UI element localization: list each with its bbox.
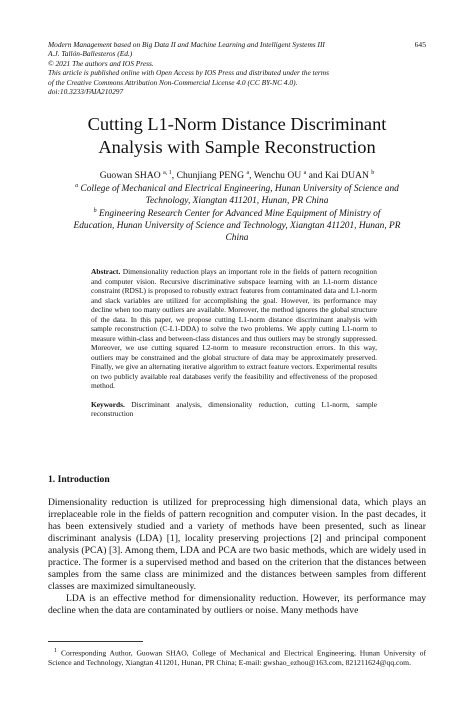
body-paragraph: LDA is an effective method for dimensionality reduction. However, its performance may decline when the data are contaminated by outliers or noise. Many methods have — [48, 593, 426, 616]
paper-title — [40, 113, 434, 159]
affiliation-mark: b — [93, 207, 97, 214]
author-list — [40, 170, 434, 182]
author-name: , Chunjiang PENG — [171, 170, 245, 181]
abstract-text: Dimensionality reduction plays an important role in the fields of pattern recognition and computer vision. Recursive discriminative subspace learning with an L1-norm distance constraint (RDSL) is proposed to robustly extract features from contaminated data and L1-norm and slack variables are utilized for accomplishing the goal. However, its performance may decline when too many outliers are available. Moreover, the method ignores the global structure of the data. In this paper, we propose cutting L1-norm distance discriminant analysis with sample reconstruction (C-L1-DDA) to solve the two problems. We apply cutting L1-norm to measure within-class and between-class distances and thus outliers may be strongly suppressed. Moreover, we use cutting squared L2-norm to measure reconstruction errors. In this way, outliers may be constrained and the global structure of data may be approximately preserved. Finally, we give an alternating iterative algorithm to extract feature vectors. Experimental results on two publicly available real databases verify the feasibility and effectiveness of the proposed method. — [91, 267, 378, 390]
affiliation-line: China — [225, 233, 249, 243]
author-name: Guowan SHAO — [99, 170, 161, 181]
header-line: Modern Management based on Big Data II and Machine Learning and Intelligent Systems III — [48, 40, 325, 49]
author-name: , Wenchu OU — [249, 170, 302, 181]
body-paragraph: Dimensionality reduction is utilized for preprocessing high dimensional data, which plays an irreplaceable role in the fields of pattern recognition and computer vision. In the past decades, it has been extensively studied and a variety of methods have been presented, such as linear discriminant analysis (LDA) [1], locality preserving projections [2] and principal component analysis (PCA) [3]. Among them, LDA and PCA are two basic methods, which are widely used in practice. The former is a supervised method and based on the criterion that the distances between samples from the same class are minimized and the distances between samples from different classes are maximized simultaneously. — [48, 497, 426, 592]
footnote-mark: 1 — [54, 647, 58, 654]
affiliation-line: College of Mechanical and Electrical Engineering, Hunan University of Science and — [80, 184, 399, 194]
body-text — [48, 497, 426, 617]
header-line: of the Creative Commons Attribution Non-Commercial License 4.0 (CC BY-NC 4.0). — [48, 77, 298, 87]
affiliation-line: Technology, Xiangtan 411201, Hunan, PR China — [145, 196, 329, 206]
header-line: A.J. Tallón-Ballesteros (Ed.) — [48, 49, 133, 59]
author-affiliation-mark: a, 1 — [163, 169, 172, 176]
publication-header — [48, 40, 428, 96]
affiliation-line: Engineering Research Center for Advanced Mine Equipment of Ministry of — [98, 209, 381, 219]
footnote — [48, 646, 426, 668]
header-line: © 2021 The authors and IOS Press. — [48, 58, 154, 68]
author-name: and Kai DUAN — [306, 170, 369, 181]
abstract-label: Abstract. — [91, 267, 121, 276]
affiliation-b — [40, 208, 434, 244]
footnote-divider — [48, 641, 143, 642]
keywords-label: Keywords. — [91, 399, 125, 409]
affiliation-mark: a — [75, 182, 79, 189]
keywords-paragraph — [91, 400, 377, 419]
author-affiliation-mark: a — [303, 169, 307, 176]
author-affiliation-mark: a — [246, 169, 250, 176]
header-line: doi:10.3233/FAIA210297 — [48, 87, 124, 97]
footnote-text: Corresponding Author, Guowan SHAO, College of Mechanical and Electrical Engineering, Hunan University of Science and Technology, Xiangtan 411201, Hunan, PR China; E-mail: gwshao_ezhou@163.com, 821211624@qq.com. — [48, 648, 426, 668]
affiliation-line: Education, Hunan University of Science and Technology, Xiangtan 411201, Hunan, PR — [73, 221, 401, 231]
affiliation-a — [40, 183, 434, 207]
author-affiliation-mark: b — [371, 169, 375, 176]
page-number: 645 — [414, 40, 426, 49]
abstract-block — [91, 267, 377, 419]
header-line: This article is published online with Open Access by IOS Press and distributed under the terms — [48, 68, 330, 78]
title-line: Cutting L1-Norm Distance Discriminant — [87, 114, 387, 134]
keywords-text: Discriminant analysis, dimensionality reduction, cutting L1-norm, sample reconstruction — [91, 399, 377, 418]
abstract-paragraph — [91, 267, 377, 391]
title-line: Analysis with Sample Reconstruction — [98, 137, 376, 157]
section-heading: 1. Introduction — [48, 474, 110, 485]
